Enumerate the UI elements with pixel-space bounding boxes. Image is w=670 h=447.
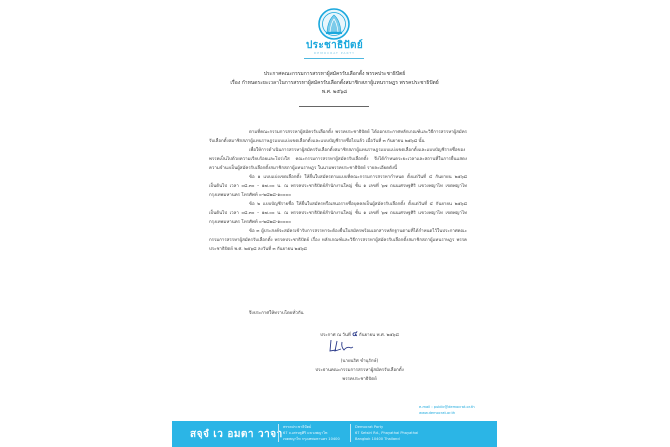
footer-band [172,421,497,447]
document-body [209,128,467,254]
item-1: ข้อ ๑ แบบแบ่งเขตเลือกตั้ง ให้ยื่นใบสมัครตามแบบที่คณะกรรมการสรรหากำหนด ตั้งแต่วันที่ ๔ กันยายน ๒๕๖๘ เป็นต้นไป เวลา ๐๘.๓๐ – ๑๗.๐๐ น. ณ พรรคประชาธิปัตย์สำนักงานใหญ่ ชั้น ๑ เลขที่ ๖๗ ถนนเศรษฐศิริ แขวงพญาไท เขตพญาไท กรุงเทพมหานคร โทรศัพท์ ๐-๒๘๒๘-๑๐๐๐๐ [209,175,467,198]
address-th-line: 67 ถ.เศรษฐศิริ แขวงพญาไท [283,431,328,435]
date-day: ๔ [352,330,358,338]
logo-divider [304,58,364,59]
announcement-document [172,0,497,447]
signer-org: พรรคประชาธิปัตย์ [342,377,377,382]
document-title [172,70,497,97]
date-suffix: กันยายน พ.ศ. ๒๕๖๘ [358,333,399,338]
party-slogan: สจฺจํ เว อมตา วาจา [190,429,283,440]
party-name-en: DEMOCRAT PARTY [313,51,356,55]
item-3: ข้อ ๓ ผู้ประสงค์จะสมัครเข้ารับการสรรหาจะต้องยื่นใบสมัครพร้อมเอกสารหลักฐานตามที่ได้กำหนดไว้ในประกาศคณะกรรมการสรรหาผู้สมัครรับเลือกตั้ง พรรคประชาธิปัตย์ เรื่อง หลักเกณฑ์และวิธีการสรรหาผู้สมัครรับเลือกตั้งสมาชิกสภาผู้แทนราษฎร พรรคประชาธิปัตย์ พ.ศ. ๒๕๖๘ ลงวันที่ ๓ กันยายน ๒๕๖๘ [209,229,467,252]
address-thai [278,424,340,442]
party-logo-emblem-icon [314,8,354,42]
title-line-3: พ.ศ. ๒๕๖๘ [321,89,348,95]
address-th-line: เขตพญาไท กรุงเทพมหานคร 10400 [283,437,340,441]
website-link[interactable]: www.democrat.or.th [419,411,456,415]
signature-icon [327,337,355,355]
title-line-1: ประกาศคณะกรรมการสรรหาผู้สมัครรับเลือกตั้ง พรรคประชาธิปัตย์ [263,71,406,77]
address-english [350,424,418,442]
email-link[interactable]: e-mail : public@democrat.or.th [419,405,475,409]
address-th-line: พรรคประชาธิปัตย์ [283,425,312,429]
signer-title: ประธานคณะกรรมการสรรหาผู้สมัครรับเลือกตั้ง [315,368,404,373]
address-en-line: Democrat Party [355,425,384,429]
address-en-line: 67 Setsiri Rd., Phayathai Phayathai [355,431,419,435]
item-2: ข้อ ๒ แบบบัญชีรายชื่อ ให้ยื่นใบสมัครหรือเสนอรายชื่อบุคคลเป็นผู้สมัครรับเลือกตั้ง ตั้งแต่วันที่ ๔ กันยายน ๒๕๖๘ เป็นต้นไป เวลา ๐๘.๓๐ – ๑๗.๐๐ น. ณ พรรคประชาธิปัตย์สำนักงานใหญ่ ชั้น ๑ เลขที่ ๖๗ ถนนเศรษฐศิริ แขวงพญาไท เขตพญาไท กรุงเทพมหานคร โทรศัพท์ ๐-๒๘๒๘-๑๐๐๐๐ [209,202,467,225]
signer-block [172,357,497,384]
paragraph-1: ตามที่คณะกรรมการสรรหาผู้สมัครรับเลือกตั้ง พรรคประชาธิปัตย์ ได้ออกประกาศหลักเกณฑ์และวิธีการสรรหาผู้สมัครรับเลือกตั้งสมาชิกสภาผู้แทนราษฎรแบบแบ่งเขตเลือกตั้งและแบบบัญชีรายชื่อไปแล้ว เมื่อวันที่ ๓ กันยายน ๒๕๖๘ นั้น [209,130,467,144]
closing-statement: จึงประกาศให้ทราบโดยทั่วกัน [249,311,304,316]
address-en-line: Bangkok 10400 Thailand [355,437,400,441]
title-line-2: เรื่อง กำหนดระยะเวลาในการสรรหาผู้สมัครรับเลือกตั้งสมาชิกสภาผู้แทนราษฎร พรรคประชาธิปัตย์ [230,80,439,86]
contact-info [419,404,475,416]
paragraph-2: เพื่อให้การดำเนินการสรรหาผู้สมัครรับเลือกตั้งสมาชิกสภาผู้แทนราษฎรแบบแบ่งเขตเลือกตั้งและแบบบัญชีรายชื่อของพรรคเป็นไปด้วยความเรียบร้อยและโปร่งใส คณะกรรมการสรรหาผู้สมัครรับเลือกตั้ง จึงได้กำหนดระยะเวลาและสถานที่ในการยื่นแสดงความจำนงเป็นผู้สมัครรับเลือกตั้งสมาชิกสภาผู้แทนราษฎร ในนามพรรคประชาธิปัตย์ รายละเอียดดังนี้ [209,148,467,171]
date-prefix: ประกาศ ณ วันที่ [320,333,351,338]
party-name-th: ประชาธิปัตย์ [306,40,363,51]
title-divider [299,106,369,107]
signer-name: (นายนริศ ขำนุรักษ์) [340,359,379,364]
